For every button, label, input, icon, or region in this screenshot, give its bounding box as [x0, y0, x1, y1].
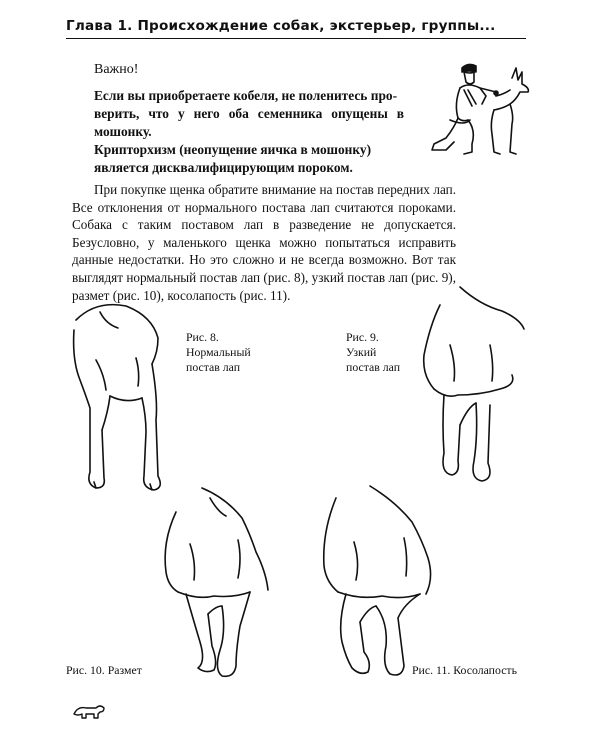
figure9-caption: [346, 330, 400, 375]
body-paragraph-block: [72, 181, 456, 304]
figure-clubfoot-stance: [316, 482, 446, 682]
figure9-line2: постав лап: [346, 360, 401, 374]
figure9-label: Рис. 9.: [346, 330, 379, 344]
notice-title: Важно!: [94, 62, 139, 77]
figure-normal-stance: [66, 300, 176, 500]
notice-line: Крипторхизм (неопущение яичка в мошонку): [94, 142, 372, 157]
notice-line: верить, что у него оба семенника опущены в мошонку.: [94, 106, 404, 139]
figure10-caption: Рис. 10. Размет: [66, 663, 142, 677]
figure11-caption: Рис. 11. Косолапость: [412, 663, 517, 677]
figure8-line1: Нормальный: [186, 345, 251, 359]
figure-outward-stance: [150, 482, 280, 682]
figure8-label: Рис. 8.: [186, 330, 219, 344]
notice-text: [94, 87, 404, 177]
figure8-caption: [186, 330, 251, 375]
figure9-line1: Узкий: [346, 345, 377, 359]
notice-line: Если вы приобретаете кобеля, не поленитесь про-: [94, 88, 398, 103]
dog-silhouette-icon: [72, 700, 106, 722]
figure8-line2: постав лап: [186, 360, 241, 374]
notice-line: является дисквалифицирующим пороком.: [94, 160, 353, 175]
figure-narrow-stance: [420, 285, 530, 495]
header-rule: [66, 38, 526, 39]
chapter-header: Глава 1. Происхождение собак, экстерьер, группы...: [66, 18, 496, 34]
man-with-dog-icon: [424, 60, 536, 160]
body-paragraph: При покупке щенка обратите внимание на постав передних лап. Все отклонения от нормального постава лап считаются пороками. Собака с таким поставом лап в разведение не допускается. Безусловно, у маленького щенка можно попытаться исправить данные недостатки. Но это сложно и не всегда возможно. Вот так выглядят нормальный постав лап (рис. 8), узкий постав лап (рис. 9), размет (рис. 10), косолапость (рис. 11).: [72, 182, 456, 303]
